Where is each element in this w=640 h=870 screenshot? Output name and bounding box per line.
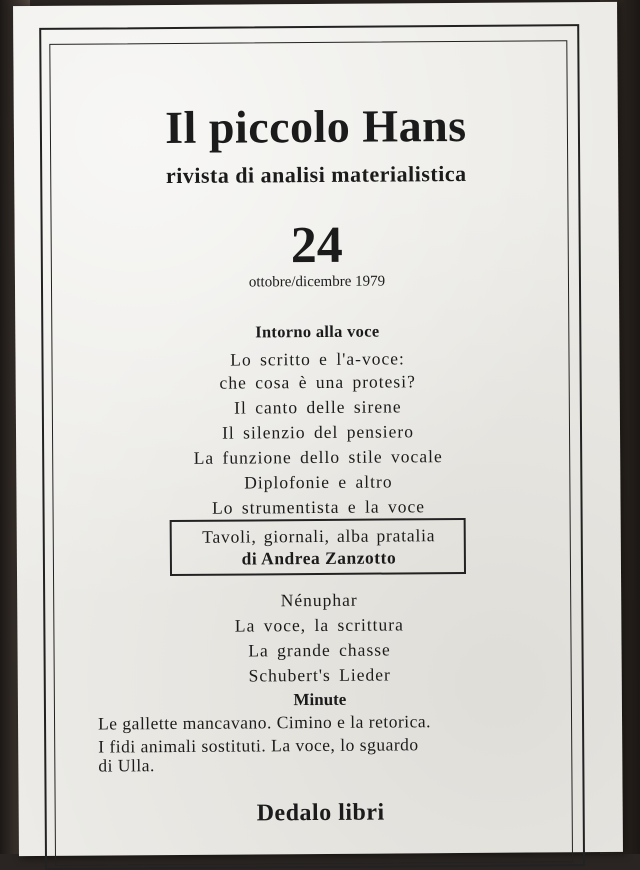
- issue-number: 24: [290, 216, 343, 275]
- section-heading-minute: Minute: [293, 689, 347, 710]
- contents-item: La grande chasse: [248, 639, 391, 661]
- contents-item: Schubert's Lieder: [248, 664, 391, 686]
- contents-item: Il silenzio del pensiero: [221, 421, 415, 443]
- magazine-cover: [13, 2, 623, 856]
- contents-item: La funzione dello stile vocale: [193, 446, 443, 468]
- magazine-subtitle: rivista di analisi materialistica: [165, 160, 467, 189]
- contents-item: Nénuphar: [280, 589, 358, 611]
- section-heading-voce: Intorno alla voce: [255, 321, 380, 342]
- contents-item: Lo scritto e l'a-voce:: [230, 348, 405, 370]
- issue-date: ottobre/dicembre 1979: [248, 273, 386, 291]
- featured-author: di Andrea Zanzotto: [241, 547, 397, 569]
- publisher-name: Dedalo libri: [256, 799, 385, 827]
- contents-item: Diplofonie e altro: [244, 471, 393, 493]
- featured-title: Tavoli, giornali, alba pratalia: [202, 525, 436, 547]
- minute-line: Le gallette mancavano. Cimino e la retorica.: [97, 711, 432, 734]
- contents-item: Lo strumentista e la voce: [212, 496, 426, 518]
- minute-line: di Ulla.: [98, 755, 155, 776]
- magazine-title: Il piccolo Hans: [164, 99, 467, 154]
- contents-item: Il canto delle sirene: [234, 396, 402, 418]
- cover-content: [13, 2, 623, 856]
- contents-item: che cosa è una protesi?: [219, 371, 416, 393]
- contents-item: La voce, la scrittura: [234, 614, 404, 636]
- minute-line: I fidi animali sostituti. La voce, lo sguardo: [98, 734, 419, 757]
